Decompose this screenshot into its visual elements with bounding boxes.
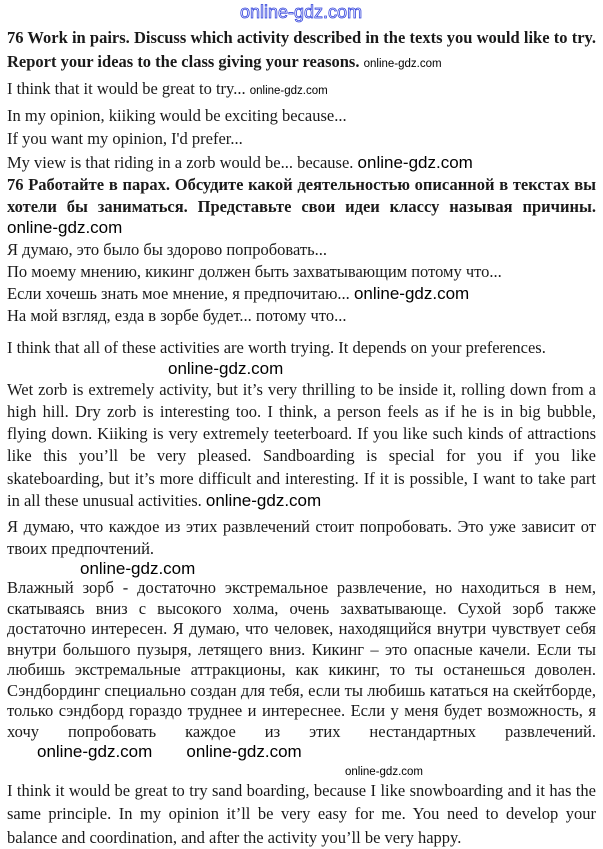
phrase-list-en	[7, 77, 596, 174]
answer-body-en	[7, 379, 596, 513]
watermark: online-gdz.com	[168, 358, 284, 378]
watermark-row	[7, 763, 596, 779]
watermark: online-gdz.com	[363, 58, 442, 70]
task-heading-ru-text: 76 Работайте в парах. Обсудите какой деятельностью описанной в текстах вы хотели бы заниматься. Представьте свои идеи классу называя причины.	[7, 175, 596, 216]
phrase: По моему мнению, кикинг должен быть захватывающим потому что...	[7, 261, 502, 281]
watermark-row	[7, 560, 596, 578]
answer-intro-en: I think that all of these activities are worth trying. It depends on your preferences.	[7, 337, 546, 357]
watermark: online-gdz.com	[357, 152, 473, 172]
phrase-text: My view is that riding in a zorb would be... because.	[7, 152, 354, 172]
answer-intro-ru: Я думаю, что каждое из этих развлечений стоит попробовать. Это уже зависит от твоих предпочтений.	[7, 517, 596, 559]
watermark: online-gdz.com	[345, 765, 423, 778]
phrase: Я думаю, это было бы здорово попробовать...	[7, 239, 327, 259]
task-heading-ru	[7, 174, 596, 239]
phrase: In my opinion, kiiking would be exciting because...	[7, 105, 347, 125]
watermark: online-gdz.com	[37, 742, 153, 762]
watermark: online-gdz.com	[249, 85, 328, 97]
phrase	[7, 151, 596, 175]
answer2-body-en: I think it would be great to try sand boarding, because I like snowboarding and it has the same principle. In my opinion it’ll be very easy for me. You need to develop your balance and coordination, and after the activity you’ll be very happy.	[7, 780, 596, 847]
watermark: online-gdz.com	[205, 490, 322, 510]
task-heading-en	[7, 26, 596, 76]
task-heading-en-text: 76 Work in pairs. Discuss which activity described in the texts you would like to try. Report your ideas to the class giving your reasons.	[7, 28, 596, 71]
phrase-text: Если хочешь знать мое мнение, я предпочитаю...	[7, 283, 350, 303]
phrase	[7, 77, 596, 104]
phrase: If you want my opinion, I'd prefer...	[7, 129, 243, 148]
answer-body-en-text: Wet zorb is extremely activity, but it’s very thrilling to be inside it, rolling down from a high hill. Dry zorb is interesting too. I think, a person feels as if he is in big bubble, flying down. Kiiking is very extremely teeterboard. If you like such kinds of attractions like this you’ll be very pleased. Sandboarding is special for you if you like skateboarding, but it’s more difficult and interesting. If it is possible, I want to take part in all these unusual activities.	[7, 379, 596, 510]
watermark: online-gdz.com	[353, 283, 470, 303]
phrase-list-ru	[7, 239, 596, 327]
answer-body-ru	[7, 578, 596, 763]
phrase: На мой взгляд, езда в зорбе будет... потому что...	[7, 305, 347, 325]
watermark: online-gdz.com	[240, 2, 363, 22]
watermark: online-gdz.com	[7, 218, 123, 237]
phrase	[7, 283, 596, 305]
top-watermark-row	[7, 0, 596, 26]
watermark: online-gdz.com	[80, 559, 196, 579]
watermark-row	[7, 359, 596, 379]
answer-body-ru-text: Влажный зорб - достаточно экстремальное развлечение, но находиться в нем, скатываясь вниз с высокого холма, очень захватывающе. Сухой зорб также достаточно интересен. Я думаю, что человек, находящийся внутри чувствует себя внутри большого пузыря, летящего вниз. Кикинг – это опасные качели. Если ты любишь экстремальные аттракционы, как кикинг, то ты останешься доволен. Сэндбординг специально создан для тебя, если ты любишь кататься на скейтборде, только сэндборд гораздо труднее и интереснее. Если у меня будет возможность, я хочу попробовать каждое из этих нестандартных развлечений.	[7, 578, 596, 741]
watermark: online-gdz.com	[186, 742, 302, 762]
phrase-text: I think that it would be great to try...	[7, 79, 246, 98]
